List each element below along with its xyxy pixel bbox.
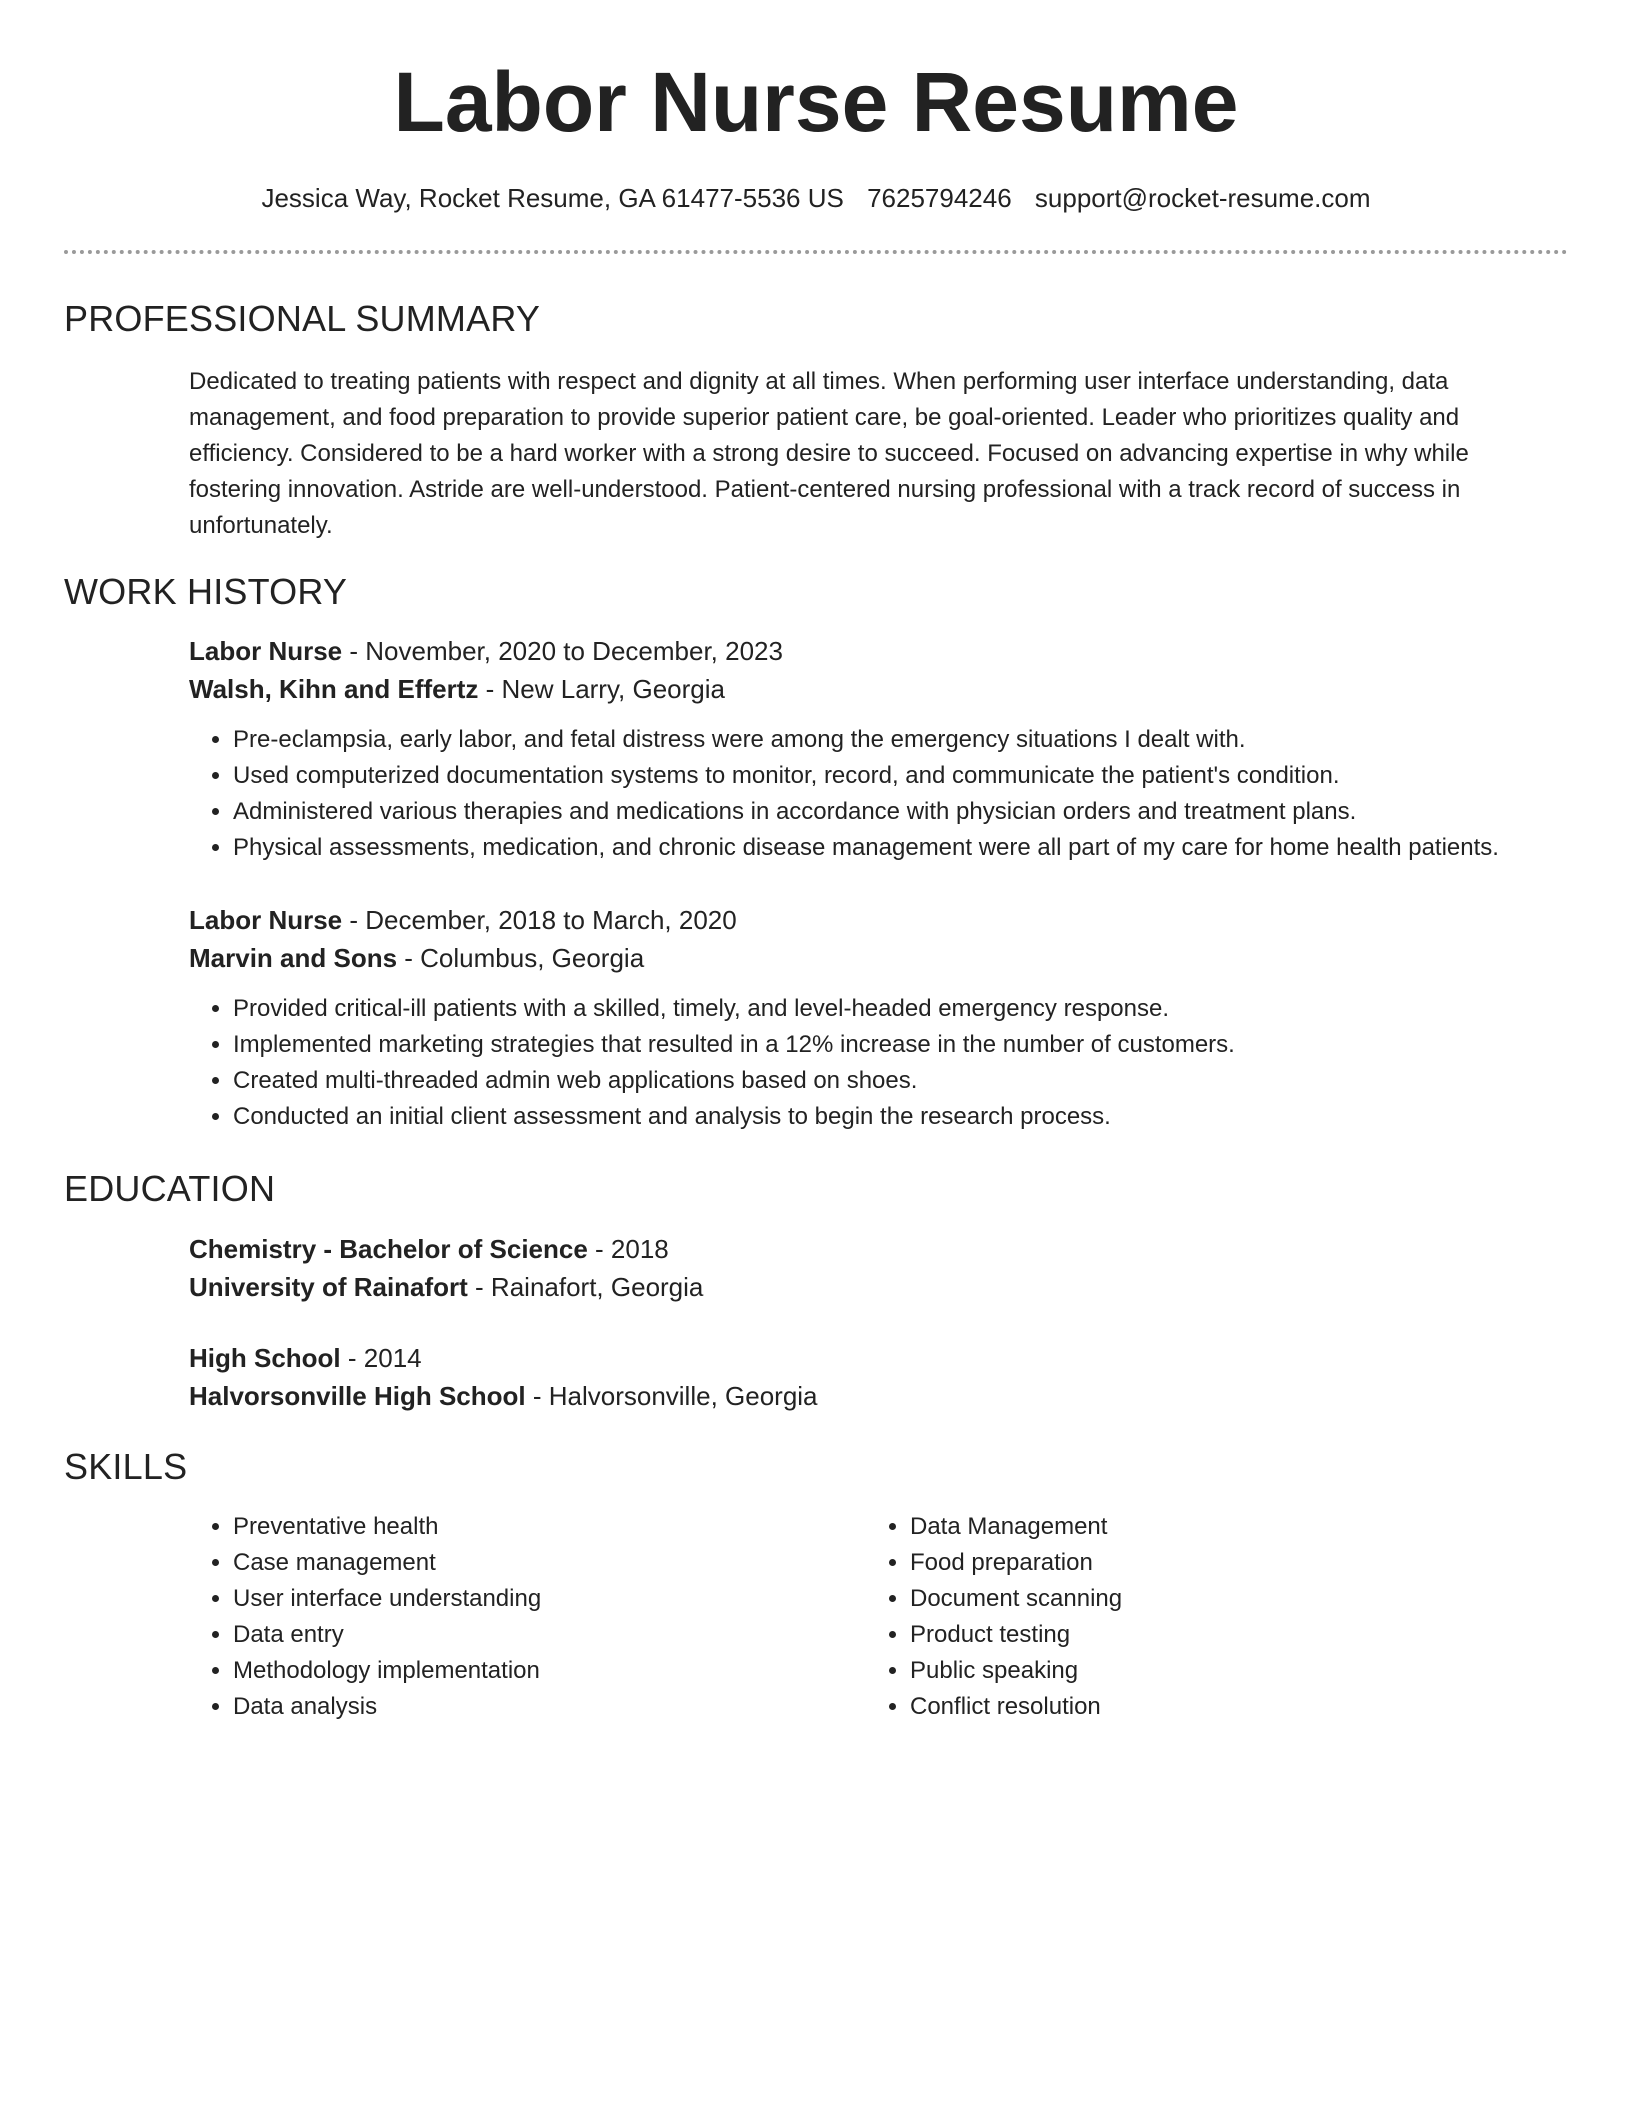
education-school-line bbox=[189, 1268, 1569, 1306]
education-degree: High School bbox=[189, 1343, 341, 1373]
summary-heading: PROFESSIONAL SUMMARY bbox=[64, 298, 541, 339]
job-dates: - December, 2018 to March, 2020 bbox=[342, 905, 737, 935]
education-school: Halvorsonville High School bbox=[189, 1381, 526, 1411]
education-location: - Rainafort, Georgia bbox=[467, 1272, 704, 1302]
job-location: - Columbus, Georgia bbox=[397, 943, 645, 973]
job-bullet: • Implemented marketing strategies that resulted in a 12% increase in the number of customers. bbox=[233, 1027, 1569, 1063]
skills-column-left bbox=[189, 1509, 809, 1725]
skill-item: • Preventative health bbox=[233, 1509, 809, 1545]
skills-heading: SKILLS bbox=[64, 1446, 188, 1487]
job-bullet: • Conducted an initial client assessment and analysis to begin the research process. bbox=[233, 1099, 1569, 1135]
job-title: Labor Nurse bbox=[189, 905, 343, 935]
skill-item: • Data Management bbox=[910, 1509, 1486, 1545]
education-degree: Chemistry - Bachelor of Science bbox=[189, 1234, 588, 1264]
job-bullet: • Created multi-threaded admin web applications based on shoes. bbox=[233, 1063, 1569, 1099]
education-heading: EDUCATION bbox=[64, 1168, 276, 1209]
job-dates: - November, 2020 to December, 2023 bbox=[342, 636, 783, 666]
skill-item: • Food preparation bbox=[910, 1545, 1486, 1581]
job-company-line bbox=[189, 939, 1569, 977]
job-entry bbox=[189, 901, 1569, 1135]
education-year: - 2018 bbox=[587, 1234, 669, 1264]
skill-item: • Case management bbox=[233, 1545, 809, 1581]
job-bullet: • Pre-eclampsia, early labor, and fetal distress were among the emergency situations I dealt with. bbox=[233, 722, 1569, 758]
contact-phone: 7625794246 bbox=[867, 183, 1012, 213]
skill-item: • Data entry bbox=[233, 1617, 809, 1653]
education-entry bbox=[189, 1230, 1569, 1306]
job-company: Marvin and Sons bbox=[189, 943, 398, 973]
skills-list-left bbox=[189, 1509, 809, 1725]
job-bullets bbox=[189, 991, 1569, 1135]
skill-item: • Data analysis bbox=[233, 1689, 809, 1725]
summary-section bbox=[189, 364, 1529, 544]
skill-item: • Product testing bbox=[910, 1617, 1486, 1653]
job-company: Walsh, Kihn and Effertz bbox=[189, 674, 479, 704]
skill-item: • Conflict resolution bbox=[910, 1689, 1486, 1725]
resume-title: Labor Nurse Resume bbox=[393, 55, 1239, 149]
contact-address: Jessica Way, Rocket Resume, GA 61477-5536 US bbox=[261, 183, 844, 213]
contact-email: support@rocket-resume.com bbox=[1034, 183, 1371, 213]
job-company-line bbox=[189, 670, 1569, 708]
education-degree-line bbox=[189, 1339, 1569, 1377]
job-location: - New Larry, Georgia bbox=[478, 674, 725, 704]
education-entry bbox=[189, 1339, 1569, 1415]
education-location: - Halvorsonville, Georgia bbox=[525, 1381, 818, 1411]
education-school: University of Rainafort bbox=[189, 1272, 468, 1302]
skill-item: • User interface understanding bbox=[233, 1581, 809, 1617]
job-title-line bbox=[189, 901, 1569, 939]
skills-column-right bbox=[866, 1509, 1486, 1725]
skill-item: • Methodology implementation bbox=[233, 1653, 809, 1689]
job-bullet: • Used computerized documentation systems to monitor, record, and communicate the patient's condition. bbox=[233, 758, 1569, 794]
skill-item: • Public speaking bbox=[910, 1653, 1486, 1689]
job-bullet: • Provided critical-ill patients with a skilled, timely, and level-headed emergency response. bbox=[233, 991, 1569, 1027]
skills-list-right bbox=[866, 1509, 1486, 1725]
job-bullet: • Administered various therapies and medications in accordance with physician orders and treatment plans. bbox=[233, 794, 1569, 830]
summary-text: Dedicated to treating patients with respect and dignity at all times. When performing user interface understanding, data management, and food preparation to provide superior patient care, be goal-oriented. Leader who prioritizes quality and efficiency. Considered to be a hard worker with a strong desire to succeed. Focused on advancing expertise in why while fostering innovation. Astride are well-understood. Patient-centered nursing professional with a track record of success in unfortunately. bbox=[189, 368, 1469, 539]
skill-item: • Document scanning bbox=[910, 1581, 1486, 1617]
job-title: Labor Nurse bbox=[189, 636, 343, 666]
header-divider bbox=[64, 250, 1568, 254]
work-history-heading: WORK HISTORY bbox=[64, 571, 348, 612]
job-entry bbox=[189, 632, 1569, 866]
job-bullets bbox=[189, 722, 1569, 866]
job-title-line bbox=[189, 632, 1569, 670]
education-school-line bbox=[189, 1377, 1569, 1415]
contact-line bbox=[0, 180, 1632, 216]
education-year: - 2014 bbox=[340, 1343, 422, 1373]
education-degree-line bbox=[189, 1230, 1569, 1268]
job-bullet: • Physical assessments, medication, and chronic disease management were all part of my care for home health patients. bbox=[233, 830, 1569, 866]
